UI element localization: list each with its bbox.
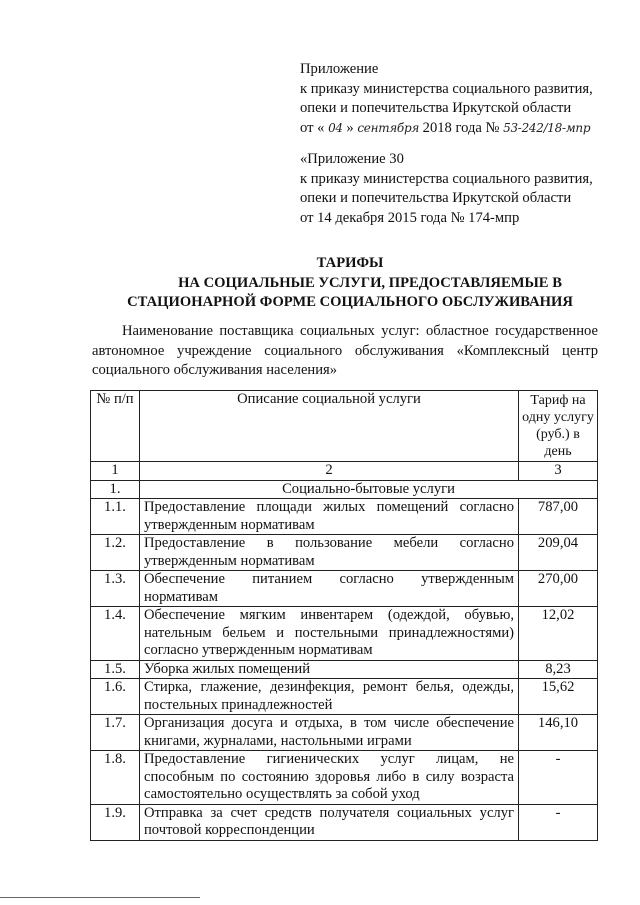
row-description: Предоставление площади жилых помещений согласно утвержденным нормативам [140,499,519,535]
row-num: 1.4. [91,607,140,661]
title-line-3: СТАЦИОНАРНОЙ ФОРМЕ СОЦИАЛЬНОГО ОБСЛУЖИВАНИЯ [127,294,573,310]
column-number-2: 2 [140,462,519,481]
column-number-1: 1 [91,462,140,481]
row-num: 1.7. [91,715,140,751]
date-prefix: от « [300,119,325,136]
row-tariff: 209,04 [519,535,598,571]
row-tariff: 146,10 [519,715,598,751]
row-description: Предоставление в пользование мебели согласно утвержденным нормативам [140,535,519,571]
row-num: 1.5. [91,660,140,679]
row-num: 1.3. [91,571,140,607]
row-tariff: 787,00 [519,499,598,535]
table-row [91,660,598,679]
row-description: Организация досуга и отдыха, в том числе обеспечение книгами, журналами, настольными играми [140,715,519,751]
footnote-divider [0,897,200,898]
row-description: Предоставление гигиенических услуг лицам, не способным по состоянию здоровья либо в силу возраста самостоятельно осуществлять за собой уход [140,751,519,805]
row-num: 1.2. [91,535,140,571]
provider-paragraph [92,322,598,381]
table-row [91,804,598,840]
title-line-1: ТАРИФЫ [316,255,384,271]
handwritten-month: сентября [357,120,419,135]
handwritten-day: 04 [328,120,343,135]
table-row [91,571,598,607]
handwritten-order-number: 53-242/18-мпр [503,120,591,135]
column-number-3: 3 [519,462,598,481]
appendix-line-1: Приложение [300,61,379,77]
row-description: Обеспечение питанием согласно утвержденным нормативам [140,571,519,607]
row-tariff: 8,23 [519,660,598,679]
document-title [80,254,620,313]
header-description: Описание социальной услуги [140,391,519,462]
table-row [91,535,598,571]
row-description: Отправка за счет средств получателя социальных услуг почтовой корреспонденции [140,804,519,840]
row-description: Стирка, глажение, дезинфекция, ремонт белья, одежды, постельных принадлежностей [140,679,519,715]
section-title: Социально-бытовые услуги [140,480,598,499]
prev-appendix-line-3: опеки и попечительства Иркутской области [300,190,572,206]
row-description: Уборка жилых помещений [140,660,519,679]
title-line-2: НА СОЦИАЛЬНЫЕ УСЛУГИ, ПРЕДОСТАВЛЯЕМЫЕ В [178,274,562,291]
prev-appendix-line-1: «Приложение 30 [300,151,404,167]
date-year: 2018 года [422,119,482,136]
appendix-line-3: опеки и попечительства Иркутской области [300,100,572,116]
provider-text: Наименование поставщика социальных услуг: областное государственное автономное учреждение социального обслуживания «Комплексный центр социального обслуживания населения» [92,323,598,378]
order-number-label: № [485,119,500,136]
tariffs-table [90,390,598,841]
header-num: № п/п [91,391,140,462]
table-row [91,751,598,805]
header-tariff: Тариф на одну услугу (руб.) в день [519,391,598,462]
section-num: 1. [91,480,140,499]
previous-appendix-header [300,150,630,228]
date-quote-close: » [346,119,354,136]
row-num: 1.9. [91,804,140,840]
table-row [91,715,598,751]
table-row [91,499,598,535]
section-row [91,480,598,499]
table-header-row [91,391,598,462]
row-description: Обеспечение мягким инвентарем (одеждой, обувью, нательным бельем и постельными принадлежностями) согласно утвержденным нормативам [140,607,519,661]
row-tariff: - [519,751,598,805]
appendix-header [300,60,630,138]
row-tariff: 15,62 [519,679,598,715]
row-num: 1.1. [91,499,140,535]
row-tariff: - [519,804,598,840]
row-tariff: 270,00 [519,571,598,607]
row-num: 1.8. [91,751,140,805]
row-num: 1.6. [91,679,140,715]
appendix-date-line [300,119,630,139]
prev-appendix-line-2: к приказу министерства социального развития, [300,170,593,187]
table-row [91,607,598,661]
prev-appendix-line-4: от 14 декабря 2015 года № 174-мпр [300,209,520,226]
row-tariff: 12,02 [519,607,598,661]
appendix-line-2: к приказу министерства социального развития, [300,80,593,97]
table-row [91,679,598,715]
column-numbers-row [91,462,598,481]
